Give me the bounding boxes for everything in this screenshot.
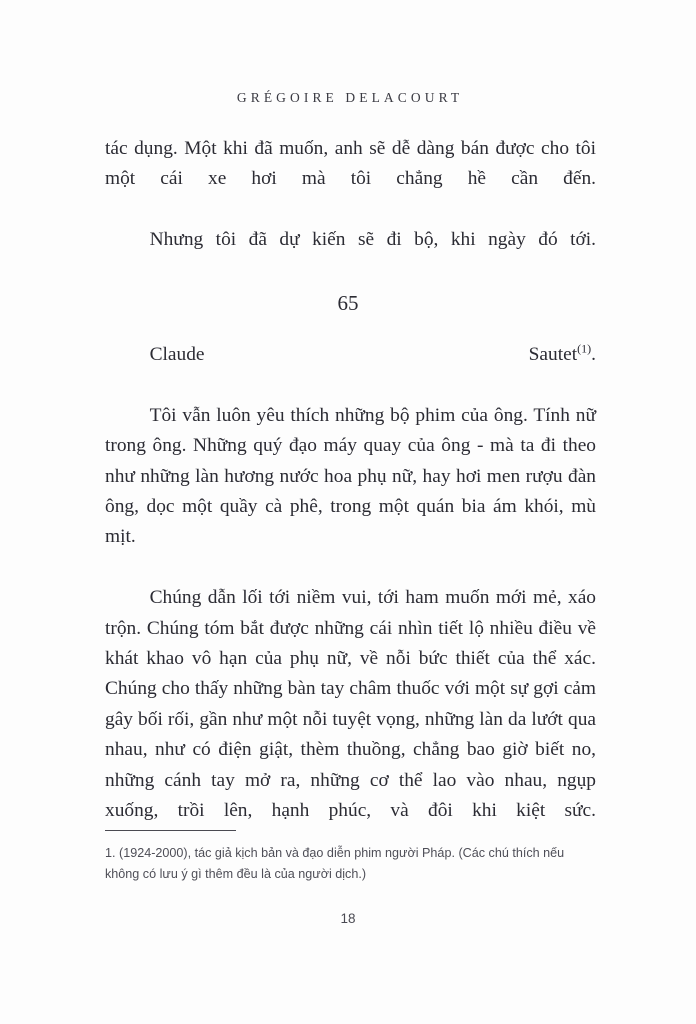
running-head: GRÉGOIRE DELACOURT	[236, 90, 464, 105]
opening-line-terminator: .	[591, 344, 596, 365]
paragraph: Chúng dẫn lối tới niềm vui, tới ham muốn mới mẻ, xáo trộn. Chúng tóm bắt được những cái nhìn tiết lộ nhiều điều về khát khao vô hạn của phụ nữ, về nỗi bức thiết của thể xác. Chúng cho thấy những bàn tay châm thuốc với một sự gợi cảm gây bối rối, gần như một nỗi tuyệt vọng, những làn da lướt qua nhau, như có điện giật, thèm thuồng, chẳng bao giờ biết no, những cánh tay mở ra, những cơ thể lao vào nhau, ngụp xuống, trồi lên, hạnh phúc, và đôi khi kiệt sức.	[105, 587, 596, 822]
top-text-section	[105, 134, 596, 286]
page-number: 18	[340, 911, 356, 926]
main-text-section	[105, 340, 596, 857]
footnote-text: 1. (1924-2000), tác giả kịch bản và đạo diễn phim người Pháp. (Các chú thích nếu không có lưu ý gì thêm đều là của người dịch.)	[105, 846, 565, 881]
paragraph: tác dụng. Một khi đã muốn, anh sẽ dễ dàng bán được cho tôi một cái xe hơi mà tôi chẳng hề cần đến.	[105, 138, 596, 190]
footnote-reference-marker[interactable]: (1)	[577, 341, 592, 356]
footnote-area	[105, 830, 596, 884]
paragraph: Tôi vẫn luôn yêu thích những bộ phim của ông. Tính nữ trong ông. Những quý đạo máy quay của ông - mà ta đi theo như những làn hương nước hoa phụ nữ, hay hơi men rượu đàn ông, dọc một quầy cà phê, trong một quán bia ám khói, mù mịt.	[105, 404, 596, 548]
paragraph-opening-line	[105, 340, 596, 401]
paragraph: Nhưng tôi đã dự kiến sẽ đi bộ, khi ngày đó tới.	[149, 229, 596, 251]
film-director-name: Claude Sautet	[149, 344, 578, 365]
footnote-separator-rule	[105, 830, 236, 831]
chapter-number: 65	[337, 291, 359, 315]
